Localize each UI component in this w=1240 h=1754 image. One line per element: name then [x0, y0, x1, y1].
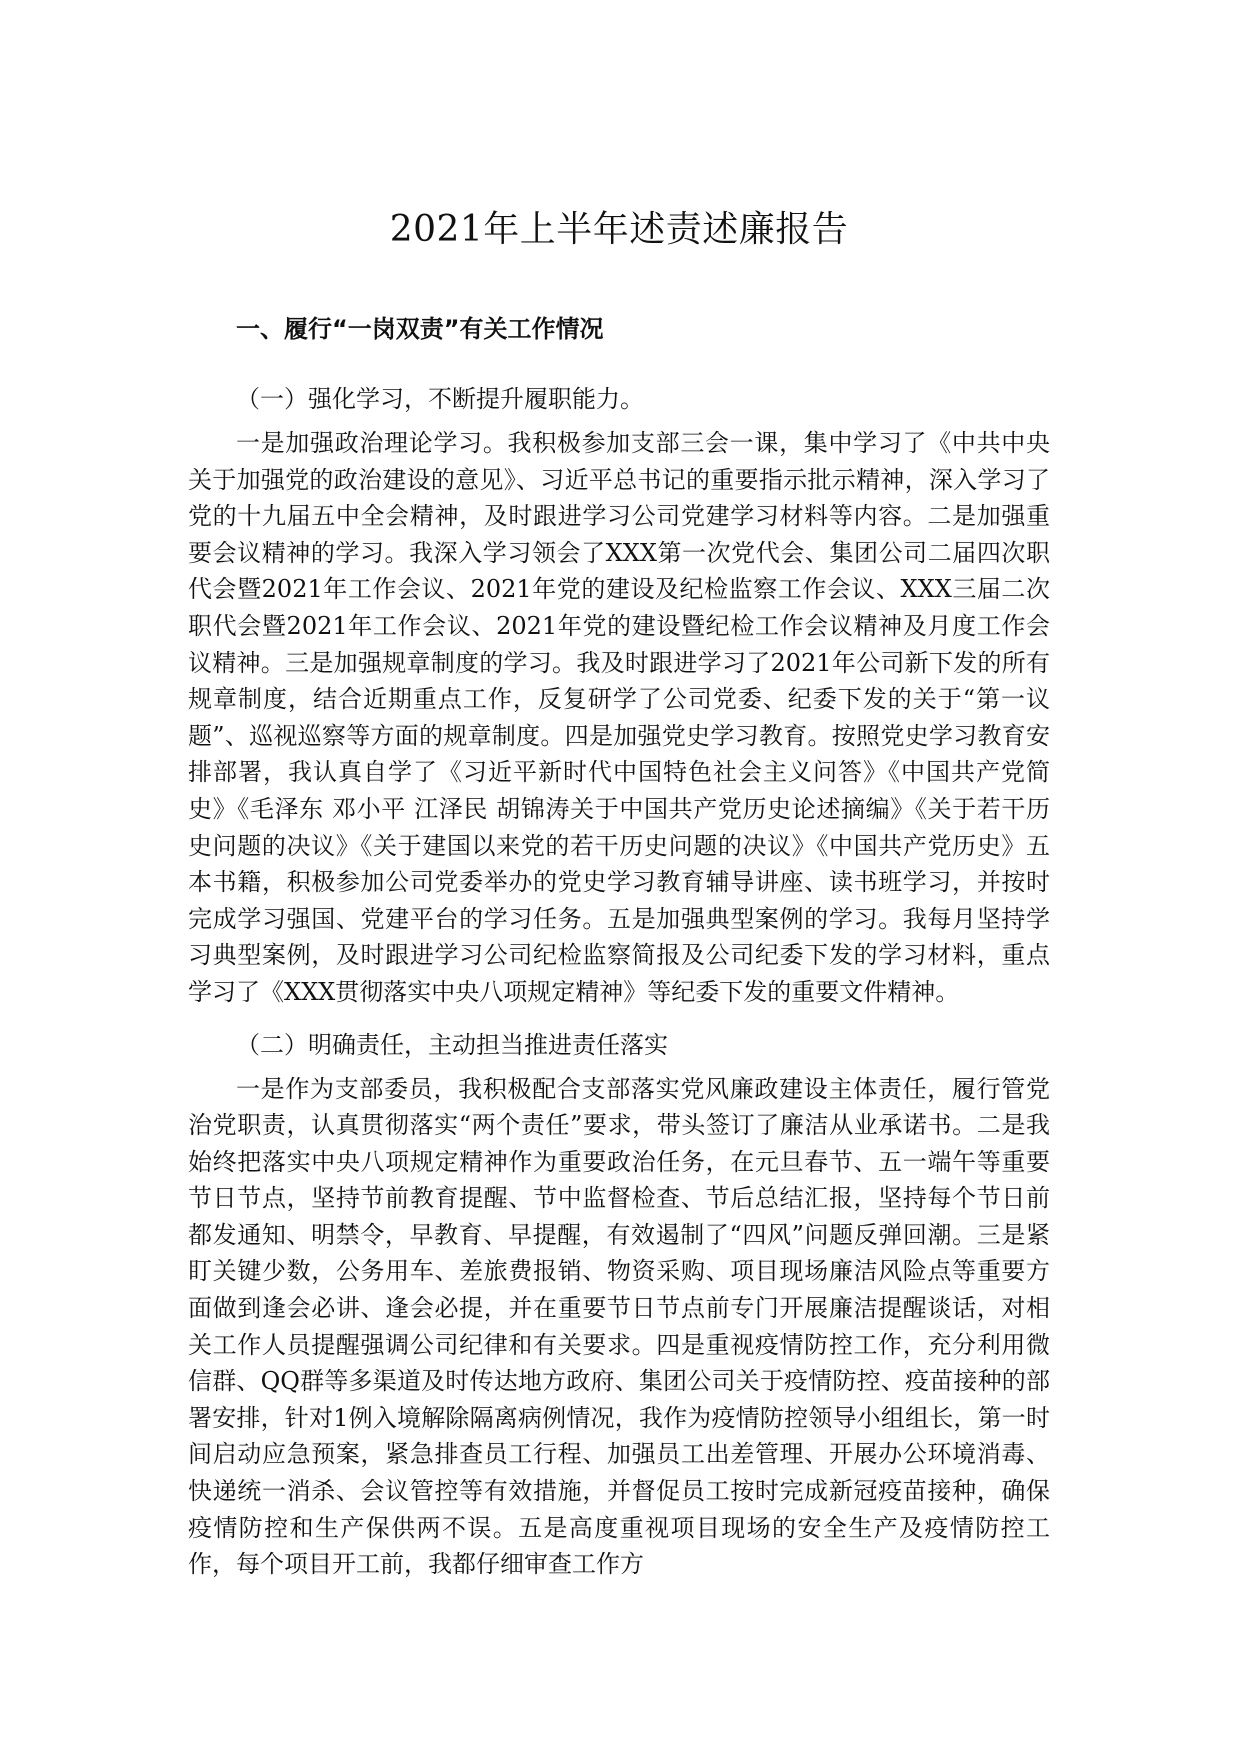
paragraph-responsibility: 一是作为支部委员，我积极配合支部落实党风廉政建设主体责任，履行管党治党职责，认真贯彻落实“两个责任”要求，带头签订了廉洁从业承诺书。二是我始终把落实中央八项规定精神作为重要政治任务，在元旦春节、五一端午等重要节日节点，坚持节前教育提醒、节中监督检查、节后总结汇报，坚持每个节日前都发通知、明禁令，早教育、早提醒，有效遏制了“四风”问题反弹回潮。三是紧盯关键少数，公务用车、差旅费报销、物资采购、项目现场廉洁风险点等重要方面做到逢会必讲、逢会必提，并在重要节日节点前专门开展廉洁提醒谈话，对相关工作人员提醒强调公司纪律和有关要求。四是重视疫情防控工作，充分利用微信群、QQ群等多渠道及时传达地方政府、集团公司关于疫情防控、疫苗接种的部署安排，针对1例入境解除隔离病例情况，我作为疫情防控领导小组组长，第一时间启动应急预案，紧急排查员工行程、加强员工出差管理、开展办公环境消毒、快递统一消杀、会议管控等有效措施，并督促员工按时完成新冠疫苗接种，确保疫情防控和生产保供两不误。五是高度重视项目现场的安全生产及疫情防控工作，每个项目开工前，我都仔细审查工作方: [188, 1074, 1050, 1579]
paragraph-study: 一是加强政治理论学习。我积极参加支部三会一课，集中学习了《中共中央关于加强党的政治建设的意见》、习近平总书记的重要指示批示精神，深入学习了党的十九届五中全会精神，及时跟进学习公司党建学习材料等内容。二是加强重要会议精神的学习。我深入学习领会了XXX第一次党代会、集团公司二届四次职代会暨2021年工作会议、2021年党的建设及纪检监察工作会议、XXX三届二次职代会暨2021年工作会议、2021年党的建设暨纪检工作会议精神及月度工作会议精神。三是加强规章制度的学习。我及时跟进学习了2021年公司新下发的所有规章制度，结合近期重点工作，反复研学了公司党委、纪委下发的关于“第一议题”、巡视巡察等方面的规章制度。四是加强党史学习教育。按照党史学习教育安排部署，我认真自学了《习近平新时代中国特色社会主义问答》《中国共产党简史》《毛泽东 邓小平 江泽民 胡锦涛关于中国共产党历史论述摘编》《关于若干历史问题的决议》《关于建国以来党的若干历史问题的决议》《中国共产党历史》五本书籍，积极参加公司党委举办的党史学习教育辅导讲座、读书班学习，并按时完成学习强国、党建平台的学习任务。五是加强典型案例的学习。我每月坚持学习典型案例，及时跟进学习公司纪检监察简报及公司纪委下发的学习材料，重点学习了《XXX贯彻落实中央八项规定精神》等纪委下发的重要文件精神。: [188, 429, 1050, 1006]
document-title: 2021年上半年述责述廉报告: [389, 209, 849, 250]
subsection-heading-2: （二）明确责任，主动担当推进责任落实: [236, 1030, 668, 1059]
document-body: [188, 205, 1050, 1583]
section-heading-1: 一、履行“一岗双责”有关工作情况: [236, 315, 604, 343]
subsection-heading-1: （一）强化学习，不断提升履职能力。: [236, 385, 644, 413]
